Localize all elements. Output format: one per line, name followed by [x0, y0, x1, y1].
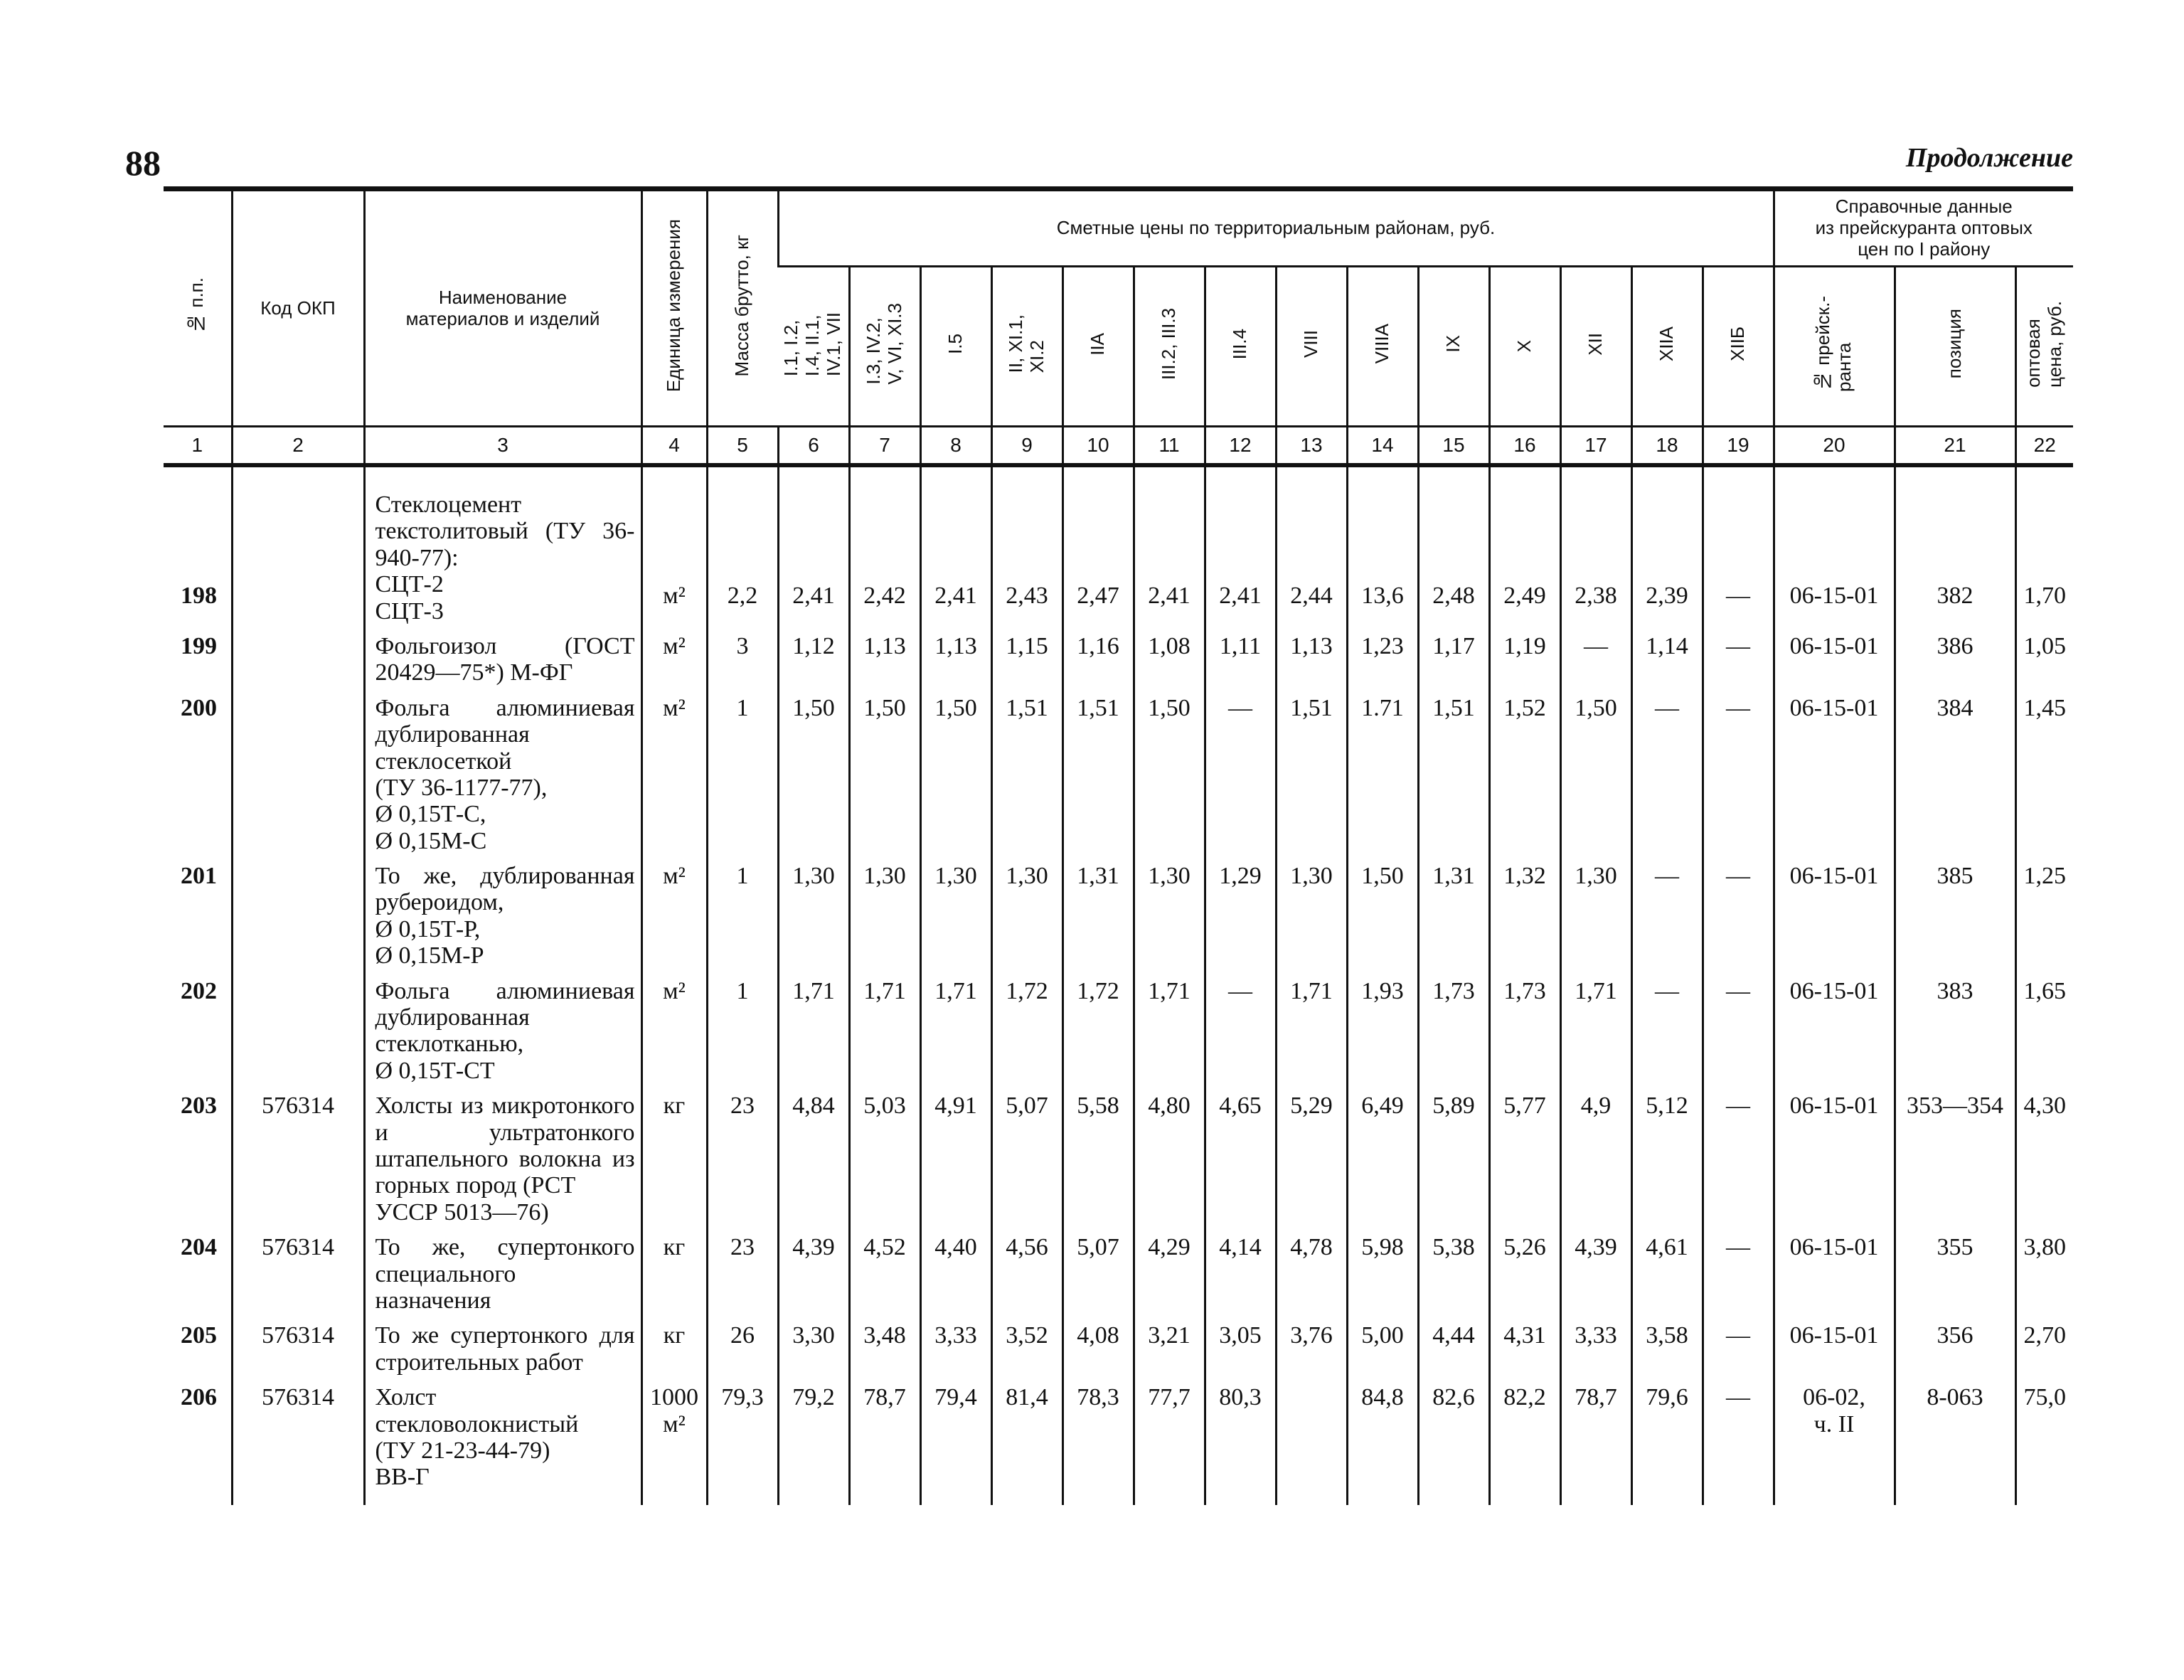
- region-price: 5,00: [1347, 1319, 1418, 1381]
- wholesale-price: 1,25: [2015, 860, 2073, 975]
- region-price: 5,58: [1062, 1090, 1134, 1231]
- okp-code: [232, 975, 364, 1090]
- region-price: 1,51: [991, 692, 1062, 860]
- region-price: 1,30: [849, 860, 920, 975]
- column-number: 22: [2015, 427, 2073, 466]
- region-price: 1,14: [1631, 630, 1703, 692]
- header-ref-2: позиция: [1895, 267, 2015, 427]
- region-price: —: [1703, 489, 1774, 630]
- column-number: 16: [1489, 427, 1560, 466]
- gross-mass: 26: [707, 1319, 778, 1381]
- region-price: 4,29: [1134, 1231, 1205, 1319]
- region-price: 5,26: [1489, 1231, 1560, 1319]
- header-region-14: XIIБ: [1703, 267, 1774, 427]
- region-price: 2,49: [1489, 489, 1560, 630]
- header-ref-3: оптовая цена, руб.: [2015, 267, 2073, 427]
- region-price: 4,39: [1560, 1231, 1631, 1319]
- region-price: 6,49: [1347, 1090, 1418, 1231]
- region-price: 4,9: [1560, 1090, 1631, 1231]
- region-price: 2,41: [778, 489, 849, 630]
- wholesale-price: 1,65: [2015, 975, 2073, 1090]
- unit-of-measure: кг: [641, 1319, 707, 1381]
- okp-code: 576314: [232, 1231, 364, 1319]
- region-price: 1,16: [1062, 630, 1134, 692]
- row-number: 205: [181, 1322, 217, 1349]
- region-price: 1,50: [849, 692, 920, 860]
- region-price: 3,21: [1134, 1319, 1205, 1381]
- gross-mass: 2,2: [707, 489, 778, 630]
- row-number: 204: [181, 1234, 217, 1261]
- pricelist-position: 386: [1895, 630, 2015, 692]
- region-price: —: [1631, 860, 1703, 975]
- region-price: 5,38: [1418, 1231, 1489, 1319]
- material-name: Холсты из микротонкого и ультратонкого штапельного волокна из горных пород (РСТ УССР 5013—76): [364, 1090, 641, 1231]
- table-row: [164, 1231, 2073, 1319]
- pricelist-number: 06-15-01: [1774, 860, 1895, 975]
- column-number: 21: [1895, 427, 2015, 466]
- row-number: 206: [181, 1384, 217, 1411]
- column-number: 17: [1560, 427, 1631, 466]
- wholesale-price: 75,0: [2015, 1381, 2073, 1505]
- row-number: 200: [181, 694, 217, 721]
- material-name: Стеклоцемент текстолитовый (ТУ 36-940-77): СЦТ-2 СЦТ-3: [364, 489, 641, 630]
- region-price: 5,77: [1489, 1090, 1560, 1231]
- region-price: 2,41: [1134, 489, 1205, 630]
- pricelist-number: 06-15-01: [1774, 630, 1895, 692]
- region-price: 1,50: [1347, 860, 1418, 975]
- region-price: 78,7: [1560, 1381, 1631, 1505]
- wholesale-price: 1,45: [2015, 692, 2073, 860]
- region-price: 1,73: [1418, 975, 1489, 1090]
- region-price: 4,52: [849, 1231, 920, 1319]
- region-price: 4,61: [1631, 1231, 1703, 1319]
- region-price: 5,07: [1062, 1231, 1134, 1319]
- region-price: —: [1703, 1319, 1774, 1381]
- header-region-2: I.3, IV.2, V, VI, XI.3: [849, 267, 920, 427]
- region-price: 79,2: [778, 1381, 849, 1505]
- material-name: То же, супертонкого специального назначения: [364, 1231, 641, 1319]
- region-price: 1,31: [1418, 860, 1489, 975]
- region-price: —: [1703, 860, 1774, 975]
- header-mass: Масса брутто, кг: [707, 189, 778, 427]
- header-ref-1: № прейск.- ранта: [1774, 267, 1895, 427]
- unit-of-measure: м²: [641, 692, 707, 860]
- region-price: 1,32: [1489, 860, 1560, 975]
- column-number: 2: [232, 427, 364, 466]
- pricelist-position: 355: [1895, 1231, 2015, 1319]
- region-price: 2,43: [991, 489, 1062, 630]
- header-num: № п.п.: [164, 189, 232, 427]
- wholesale-price: 2,70: [2015, 1319, 2073, 1381]
- header-name: Наименование материалов и изделий: [364, 189, 641, 427]
- region-price: 4,84: [778, 1090, 849, 1231]
- header-group-reference: Справочные данные из прейскуранта оптовых цен по I району: [1774, 189, 2073, 267]
- material-name: То же супертонкого для строительных работ: [364, 1319, 641, 1381]
- unit-of-measure: м²: [641, 489, 707, 630]
- region-price: [1276, 1381, 1347, 1505]
- okp-code: [232, 692, 364, 860]
- header-region-9: VIIIA: [1347, 267, 1418, 427]
- pricelist-number: 06-02, ч. II: [1774, 1381, 1895, 1505]
- column-number: 19: [1703, 427, 1774, 466]
- region-price: 1,72: [1062, 975, 1134, 1090]
- region-price: 1,50: [778, 692, 849, 860]
- region-price: 1,31: [1062, 860, 1134, 975]
- region-price: 80,3: [1205, 1381, 1276, 1505]
- row-number: 199: [181, 632, 217, 659]
- material-name: Фольгоизол (ГОСТ 20429—75*) М-ФГ: [364, 630, 641, 692]
- pricelist-number: 06-15-01: [1774, 489, 1895, 630]
- okp-code: 576314: [232, 1090, 364, 1231]
- gross-mass: 1: [707, 975, 778, 1090]
- material-name: То же, дублированная рубероидом, Ø 0,15Т-Р, Ø 0,15М-Р: [364, 860, 641, 975]
- region-price: 3,76: [1276, 1319, 1347, 1381]
- region-price: 13,6: [1347, 489, 1418, 630]
- region-price: 4,91: [920, 1090, 991, 1231]
- column-number: 20: [1774, 427, 1895, 466]
- column-number: 18: [1631, 427, 1703, 466]
- region-price: 1,29: [1205, 860, 1276, 975]
- unit-of-measure: м²: [641, 630, 707, 692]
- region-price: 79,6: [1631, 1381, 1703, 1505]
- region-price: —: [1205, 975, 1276, 1090]
- region-price: 1,71: [1134, 975, 1205, 1090]
- table-row: [164, 489, 2073, 630]
- header-region-5: IIA: [1062, 267, 1134, 427]
- header-region-6: III.2, III.3: [1134, 267, 1205, 427]
- region-price: 81,4: [991, 1381, 1062, 1505]
- region-price: 4,31: [1489, 1319, 1560, 1381]
- region-price: 1,30: [1276, 860, 1347, 975]
- region-price: 79,4: [920, 1381, 991, 1505]
- region-price: 82,6: [1418, 1381, 1489, 1505]
- region-price: 1,17: [1418, 630, 1489, 692]
- header-region-3: I.5: [920, 267, 991, 427]
- pricelist-position: 383: [1895, 975, 2015, 1090]
- column-number: 10: [1062, 427, 1134, 466]
- region-price: 1,30: [1134, 860, 1205, 975]
- header-region-13: XIIA: [1631, 267, 1703, 427]
- region-price: 78,3: [1062, 1381, 1134, 1505]
- column-number: 6: [778, 427, 849, 466]
- region-price: 1,50: [1134, 692, 1205, 860]
- pricelist-position: 384: [1895, 692, 2015, 860]
- region-price: 2,47: [1062, 489, 1134, 630]
- region-price: 1,13: [1276, 630, 1347, 692]
- column-number: 14: [1347, 427, 1418, 466]
- column-number: 5: [707, 427, 778, 466]
- pricelist-number: 06-15-01: [1774, 1231, 1895, 1319]
- column-number: 11: [1134, 427, 1205, 466]
- region-price: 5,89: [1418, 1090, 1489, 1231]
- region-price: 77,7: [1134, 1381, 1205, 1505]
- region-price: 2,48: [1418, 489, 1489, 630]
- region-price: 1,93: [1347, 975, 1418, 1090]
- pricelist-position: 385: [1895, 860, 2015, 975]
- pricelist-position: 356: [1895, 1319, 2015, 1381]
- region-price: 4,65: [1205, 1090, 1276, 1231]
- region-price: 1,50: [920, 692, 991, 860]
- region-price: —: [1703, 975, 1774, 1090]
- region-price: 1,72: [991, 975, 1062, 1090]
- continuation-label: Продолжение: [1905, 143, 2073, 173]
- price-table: [164, 186, 2073, 1505]
- region-price: 1,71: [778, 975, 849, 1090]
- gross-mass: 1: [707, 692, 778, 860]
- region-price: 1,19: [1489, 630, 1560, 692]
- region-price: 4,78: [1276, 1231, 1347, 1319]
- table-row: [164, 630, 2073, 692]
- region-price: 1,11: [1205, 630, 1276, 692]
- wholesale-price: 1,70: [2015, 489, 2073, 630]
- okp-code: [232, 630, 364, 692]
- header-unit: Единица измерения: [641, 189, 707, 427]
- region-price: 2,44: [1276, 489, 1347, 630]
- region-price: 82,2: [1489, 1381, 1560, 1505]
- column-number: 3: [364, 427, 641, 466]
- column-number: 1: [164, 427, 232, 466]
- pricelist-number: 06-15-01: [1774, 975, 1895, 1090]
- region-price: 1,13: [849, 630, 920, 692]
- column-number: 8: [920, 427, 991, 466]
- region-price: 1,52: [1489, 692, 1560, 860]
- pricelist-position: 353—354: [1895, 1090, 2015, 1231]
- header-region-7: III.4: [1205, 267, 1276, 427]
- region-price: 1,30: [991, 860, 1062, 975]
- gross-mass: 1: [707, 860, 778, 975]
- region-price: 5,07: [991, 1090, 1062, 1231]
- wholesale-price: 1,05: [2015, 630, 2073, 692]
- region-price: 1,71: [849, 975, 920, 1090]
- region-price: 1,51: [1062, 692, 1134, 860]
- pricelist-number: 06-15-01: [1774, 1090, 1895, 1231]
- pricelist-number: 06-15-01: [1774, 692, 1895, 860]
- region-price: 2,38: [1560, 489, 1631, 630]
- gross-mass: 23: [707, 1090, 778, 1231]
- pricelist-number: 06-15-01: [1774, 1319, 1895, 1381]
- unit-of-measure: м²: [641, 860, 707, 975]
- header-group-prices: Сметные цены по территориальным районам, руб.: [778, 189, 1774, 267]
- region-price: 3,05: [1205, 1319, 1276, 1381]
- row-number: 203: [181, 1092, 217, 1120]
- region-price: 1,71: [1276, 975, 1347, 1090]
- gross-mass: 3: [707, 630, 778, 692]
- region-price: 2,42: [849, 489, 920, 630]
- header-region-10: IX: [1418, 267, 1489, 427]
- region-price: 3,30: [778, 1319, 849, 1381]
- region-price: —: [1631, 975, 1703, 1090]
- region-price: —: [1703, 1231, 1774, 1319]
- row-number: 202: [181, 977, 217, 1004]
- region-price: —: [1703, 1381, 1774, 1505]
- column-number: 15: [1418, 427, 1489, 466]
- region-price: 1,23: [1347, 630, 1418, 692]
- header-region-4: II, XI.1, XI.2: [991, 267, 1062, 427]
- unit-of-measure: кг: [641, 1090, 707, 1231]
- region-price: —: [1703, 1090, 1774, 1231]
- region-price: 1,73: [1489, 975, 1560, 1090]
- region-price: 1,51: [1418, 692, 1489, 860]
- okp-code: [232, 860, 364, 975]
- table-row: [164, 1319, 2073, 1381]
- table-row: [164, 1090, 2073, 1231]
- column-number: 13: [1276, 427, 1347, 466]
- region-price: —: [1631, 692, 1703, 860]
- header-region-8: VIII: [1276, 267, 1347, 427]
- column-number: 7: [849, 427, 920, 466]
- region-price: —: [1560, 630, 1631, 692]
- table-row: [164, 975, 2073, 1090]
- region-price: 1,12: [778, 630, 849, 692]
- region-price: 4,80: [1134, 1090, 1205, 1231]
- row-number: 201: [181, 863, 217, 890]
- price-table-container: [164, 186, 2073, 1505]
- region-price: 3,33: [920, 1319, 991, 1381]
- region-price: 4,40: [920, 1231, 991, 1319]
- region-price: 5,03: [849, 1090, 920, 1231]
- material-name: Фольга алюминиевая дублированная стеклотканью, Ø 0,15Т-СТ: [364, 975, 641, 1090]
- region-price: 3,58: [1631, 1319, 1703, 1381]
- row-number: 198: [181, 583, 217, 609]
- table-row: [164, 692, 2073, 860]
- region-price: 3,48: [849, 1319, 920, 1381]
- region-price: 1,08: [1134, 630, 1205, 692]
- region-price: 1,30: [1560, 860, 1631, 975]
- pricelist-position: 8-063: [1895, 1381, 2015, 1505]
- unit-of-measure: м²: [641, 975, 707, 1090]
- region-price: 4,44: [1418, 1319, 1489, 1381]
- region-price: 5,98: [1347, 1231, 1418, 1319]
- wholesale-price: 4,30: [2015, 1090, 2073, 1231]
- region-price: —: [1703, 630, 1774, 692]
- region-price: 1,71: [1560, 975, 1631, 1090]
- unit-of-measure: кг: [641, 1231, 707, 1319]
- region-price: 1,30: [778, 860, 849, 975]
- region-price: —: [1703, 692, 1774, 860]
- pricelist-position: 382: [1895, 489, 2015, 630]
- region-price: 3,52: [991, 1319, 1062, 1381]
- material-name: Фольга алюминиевая дублированная стеклосеткой (ТУ 36-1177-77), Ø 0,15Т-С, Ø 0,15М-С: [364, 692, 641, 860]
- okp-code: [232, 489, 364, 630]
- region-price: 84,8: [1347, 1381, 1418, 1505]
- gross-mass: 23: [707, 1231, 778, 1319]
- region-price: 1,51: [1276, 692, 1347, 860]
- page-number: 88: [125, 143, 161, 183]
- wholesale-price: 3,80: [2015, 1231, 2073, 1319]
- okp-code: 576314: [232, 1319, 364, 1381]
- header-region-11: X: [1489, 267, 1560, 427]
- region-price: 1.71: [1347, 692, 1418, 860]
- okp-code: 576314: [232, 1381, 364, 1505]
- region-price: 4,08: [1062, 1319, 1134, 1381]
- header-code: Код ОКП: [232, 189, 364, 427]
- material-name: Холст стекловолокнистый (ТУ 21-23-44-79) ВВ-Г: [364, 1381, 641, 1505]
- region-price: 3,33: [1560, 1319, 1631, 1381]
- header-region-12: XII: [1560, 267, 1631, 427]
- gross-mass: 79,3: [707, 1381, 778, 1505]
- region-price: 2,41: [920, 489, 991, 630]
- region-price: 78,7: [849, 1381, 920, 1505]
- table-row: [164, 860, 2073, 975]
- table-row: [164, 1381, 2073, 1505]
- region-price: 1,50: [1560, 692, 1631, 860]
- region-price: 5,12: [1631, 1090, 1703, 1231]
- region-price: 1,13: [920, 630, 991, 692]
- region-price: 1,30: [920, 860, 991, 975]
- region-price: 5,29: [1276, 1090, 1347, 1231]
- region-price: 2,39: [1631, 489, 1703, 630]
- region-price: 4,14: [1205, 1231, 1276, 1319]
- region-price: —: [1205, 692, 1276, 860]
- unit-of-measure: 1000 м²: [641, 1381, 707, 1505]
- region-price: 4,56: [991, 1231, 1062, 1319]
- column-number: 12: [1205, 427, 1276, 466]
- region-price: 1,71: [920, 975, 991, 1090]
- header-region-1: I.1, I.2, I.4, II.1, IV.1, VII: [778, 267, 849, 427]
- region-price: 2,41: [1205, 489, 1276, 630]
- region-price: 1,15: [991, 630, 1062, 692]
- column-number: 4: [641, 427, 707, 466]
- region-price: 4,39: [778, 1231, 849, 1319]
- column-number: 9: [991, 427, 1062, 466]
